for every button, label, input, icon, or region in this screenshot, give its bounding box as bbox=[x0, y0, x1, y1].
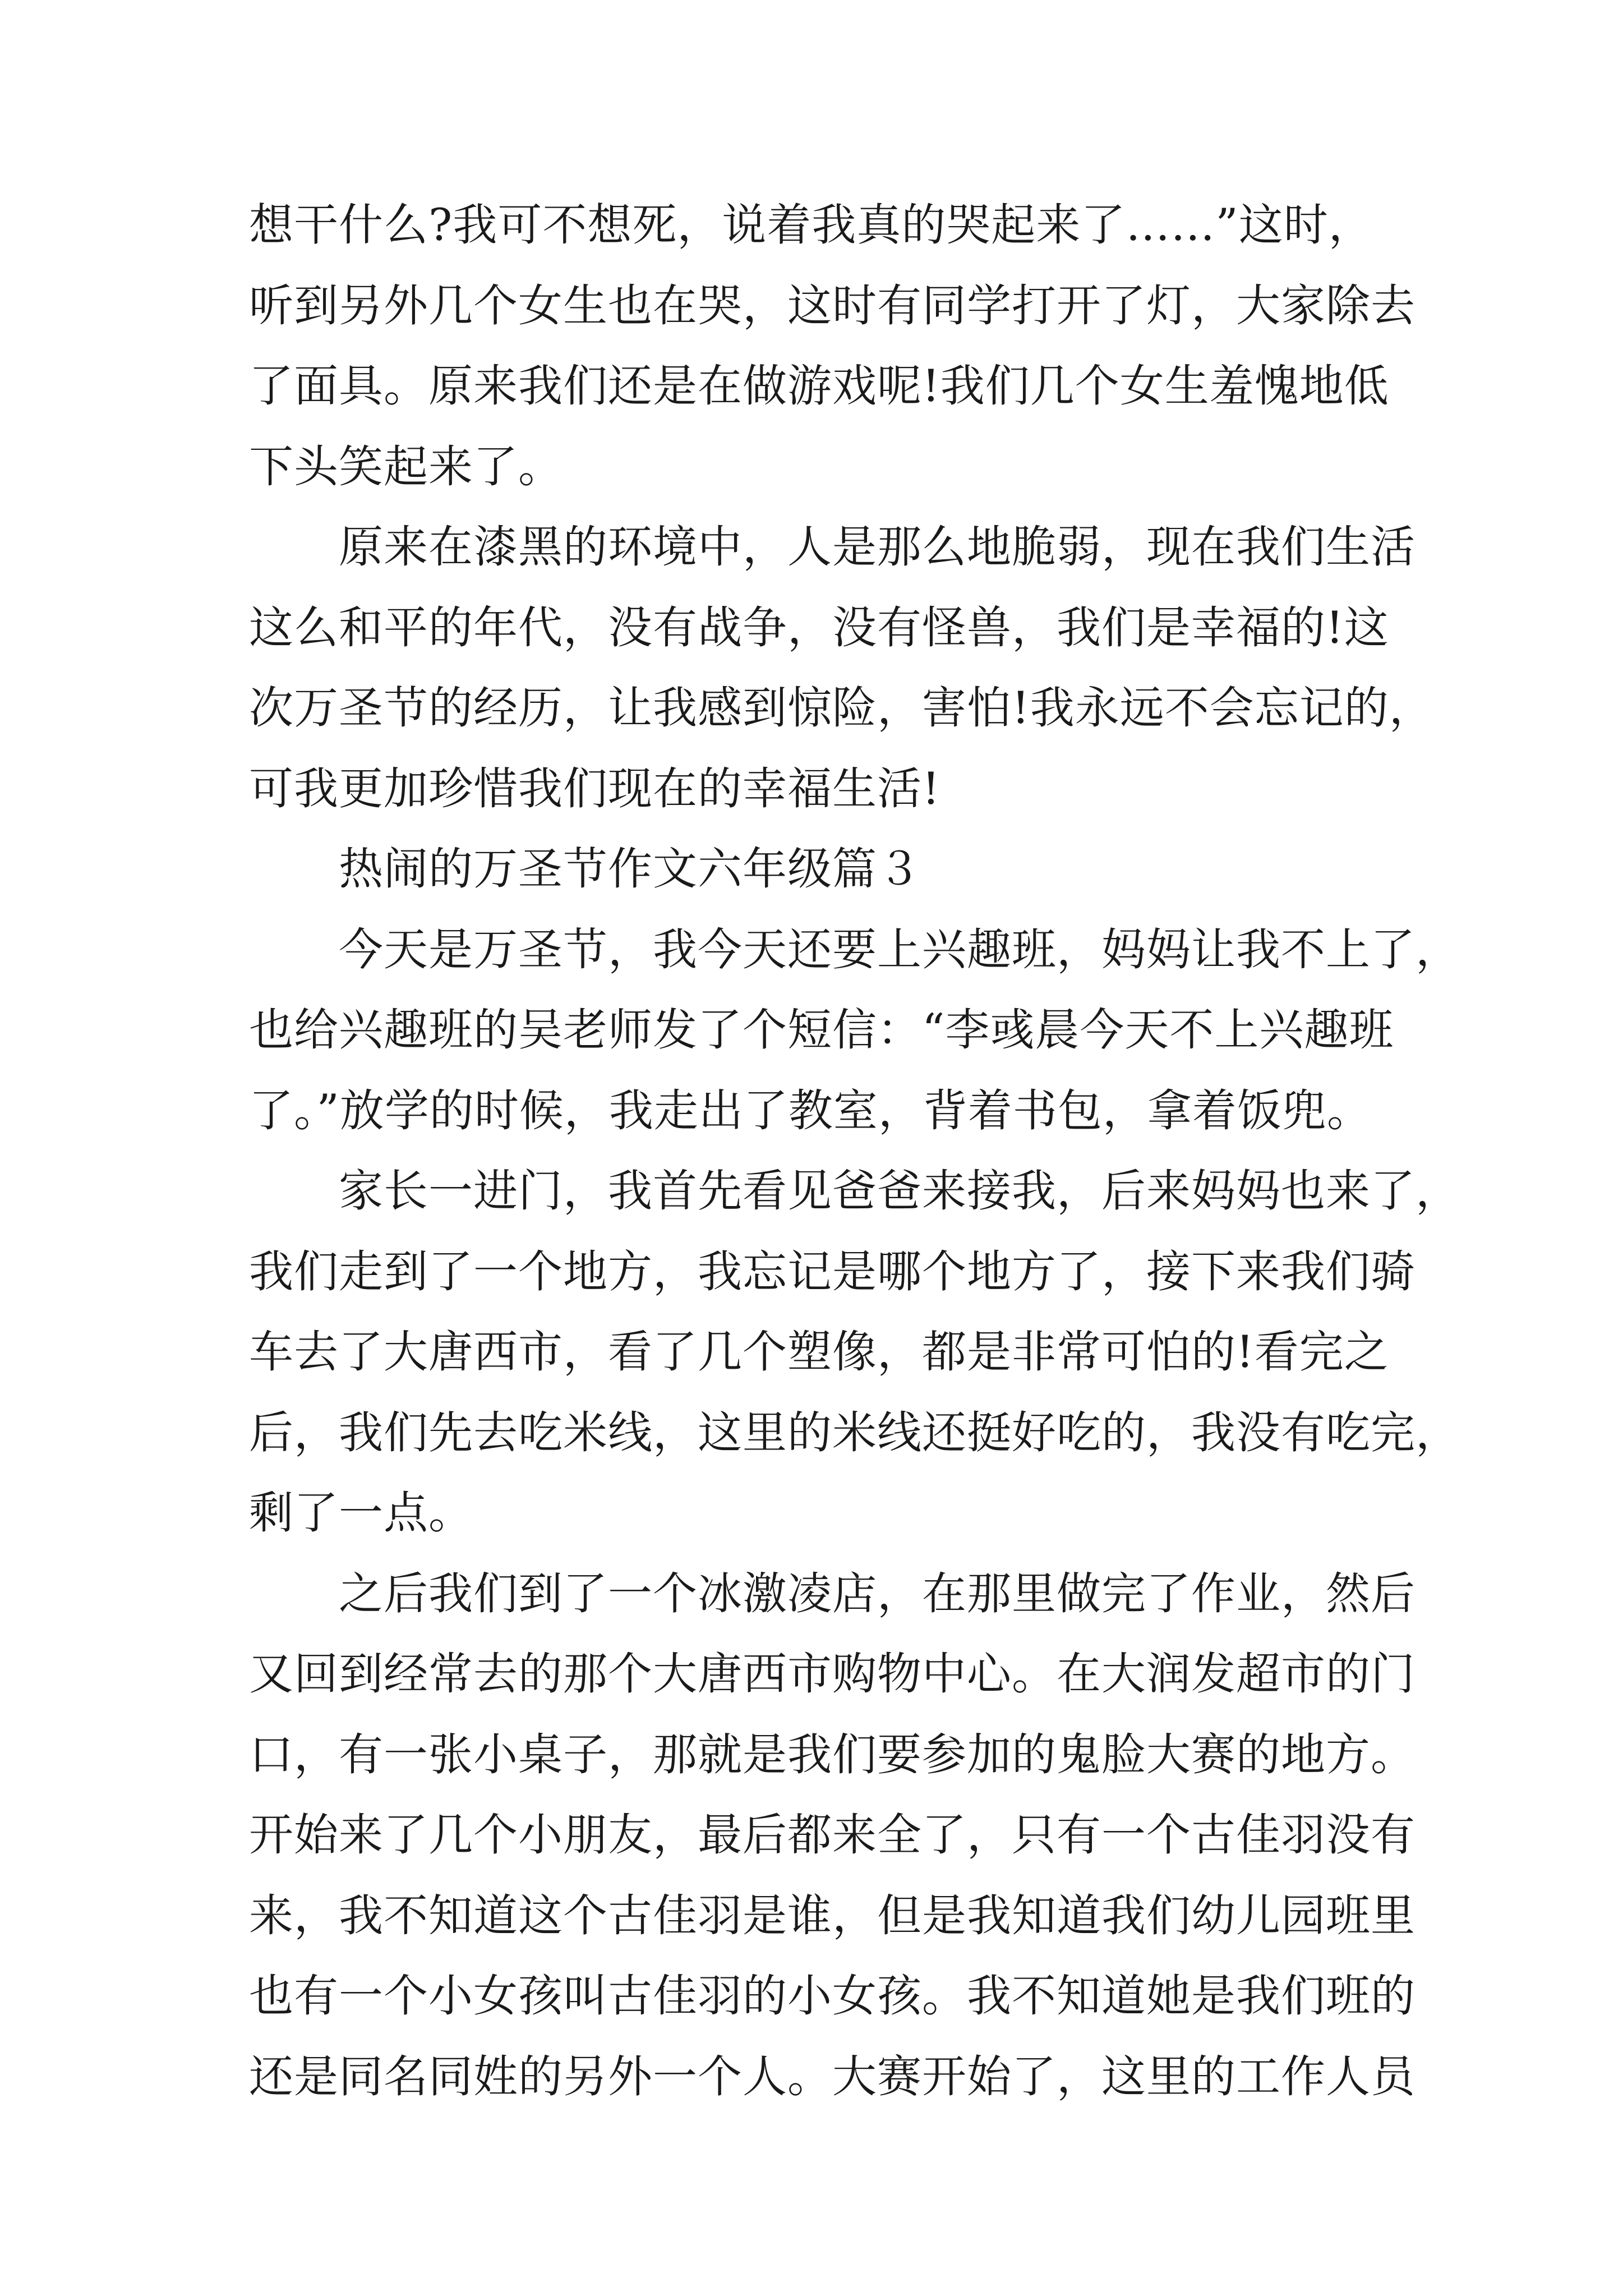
document-body bbox=[249, 185, 1460, 2117]
text-line: 我们走到了一个地方，我忘记是哪个地方了，接下来我们骑 bbox=[249, 1245, 1415, 1297]
text-line: 开始来了几个小朋友，最后都来全了，只有一个古佳羽没有 bbox=[249, 1809, 1415, 1861]
text-line: 下头笑起来了。 bbox=[249, 440, 563, 493]
text-line: 今天是万圣节，我今天还要上兴趣班，妈妈让我不上了， bbox=[339, 923, 1460, 976]
text-line: 家长一进门，我首先看见爸爸来接我，后来妈妈也来了， bbox=[339, 1165, 1460, 1217]
text-line: 了。”放学的时候，我走出了教室，背着书包，拿着饭兜。 bbox=[249, 1084, 1372, 1137]
text-line: 口，有一张小桌子，那就是我们要参加的鬼脸大赛的地方。 bbox=[249, 1728, 1415, 1780]
text-line: 可我更加珍惜我们现在的幸福生活! bbox=[249, 762, 940, 815]
text-line: 又回到经常去的那个大唐西市购物中心。在大润发超市的门 bbox=[249, 1648, 1415, 1700]
text-line: 也有一个小女孩叫古佳羽的小女孩。我不知道她是我们班的 bbox=[249, 1970, 1415, 2022]
text-line: 次万圣节的经历，让我感到惊险，害怕!我永远不会忘记的， bbox=[249, 682, 1434, 734]
text-line: 想干什么?我可不想死，说着我真的哭起来了……”这时， bbox=[249, 199, 1373, 251]
text-line: 后，我们先去吃米线，这里的米线还挺好吃的，我没有吃完， bbox=[249, 1406, 1460, 1458]
text-line: 听到另外几个女生也在哭，这时有同学打开了灯，大家除去 bbox=[249, 279, 1415, 332]
section-heading-text: 热闹的万圣节作文六年级篇３ bbox=[339, 843, 922, 895]
text-line: 原来在漆黑的环境中，人是那么地脆弱，现在我们生活 bbox=[339, 521, 1415, 573]
paragraph bbox=[249, 910, 1460, 1152]
text-line: 之后我们到了一个冰激凌店，在那里做完了作业，然后 bbox=[339, 1567, 1415, 1619]
paragraph bbox=[249, 1151, 1460, 1554]
text-line: 也给兴趣班的吴老师发了个短信：“李彧晨今天不上兴趣班 bbox=[249, 1004, 1394, 1056]
text-line: 还是同名同姓的另外一个人。大赛开始了，这里的工作人员 bbox=[249, 2050, 1415, 2102]
text-line: 剩了一点。 bbox=[249, 1487, 473, 1539]
paragraph bbox=[249, 185, 1415, 507]
section-heading bbox=[249, 829, 1393, 910]
paragraph bbox=[249, 507, 1434, 829]
paragraph bbox=[249, 1554, 1415, 2118]
text-line: 了面具。原来我们还是在做游戏呢!我们几个女生羞愧地低 bbox=[249, 360, 1389, 412]
text-line: 车去了大唐西市，看了几个塑像，都是非常可怕的!看完之 bbox=[249, 1326, 1389, 1378]
text-line: 来，我不知道这个古佳羽是谁，但是我知道我们幼儿园班里 bbox=[249, 1889, 1415, 1941]
text-line: 这么和平的年代，没有战争，没有怪兽，我们是幸福的!这 bbox=[249, 601, 1389, 654]
